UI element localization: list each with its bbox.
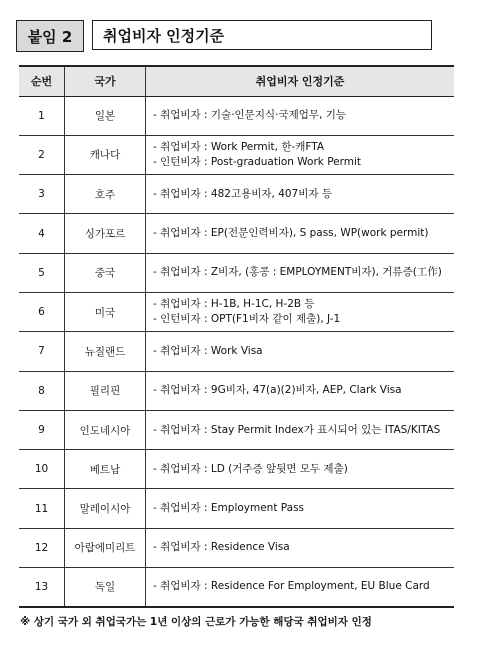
visa-criteria bbox=[146, 214, 455, 253]
row-number: 7 bbox=[19, 332, 65, 371]
table-row bbox=[19, 253, 454, 292]
column-header-number: 순번 bbox=[19, 66, 65, 96]
visa-criteria-line: - 취업비자 : Residence Visa bbox=[153, 541, 290, 554]
table-row bbox=[19, 135, 454, 174]
country-name: 중국 bbox=[65, 253, 146, 292]
country-name: 미국 bbox=[65, 292, 146, 331]
country-name: 말레이시아 bbox=[65, 489, 146, 528]
row-number: 12 bbox=[19, 528, 65, 567]
table-body bbox=[19, 96, 454, 607]
row-number: 5 bbox=[19, 253, 65, 292]
row-number: 8 bbox=[19, 371, 65, 410]
country-name: 뉴질랜드 bbox=[65, 332, 146, 371]
visa-criteria bbox=[146, 568, 455, 607]
visa-criteria-line: - 취업비자 : Employment Pass bbox=[153, 502, 305, 515]
table-row bbox=[19, 489, 454, 528]
table-row bbox=[19, 410, 454, 449]
country-name: 호주 bbox=[65, 175, 146, 214]
visa-criteria bbox=[146, 96, 455, 135]
country-name: 필리핀 bbox=[65, 371, 146, 410]
table-row bbox=[19, 214, 454, 253]
footnote: ※ 상기 국가 외 취업국가는 1년 이상의 근로가 가능한 해당국 취업비자 인정 bbox=[20, 616, 372, 628]
country-name: 캐나다 bbox=[65, 135, 146, 174]
visa-criteria-line: - 취업비자 : Work Visa bbox=[153, 344, 263, 357]
row-number: 1 bbox=[19, 96, 65, 135]
visa-criteria bbox=[146, 450, 455, 489]
visa-criteria-line: - 취업비자 : H-1B, H-1C, H-2B 등 bbox=[153, 298, 315, 311]
table-row bbox=[19, 175, 454, 214]
visa-criteria-line: - 취업비자 : 482고용비자, 407비자 등 bbox=[153, 187, 333, 200]
column-header-criteria: 취업비자 인정기준 bbox=[146, 66, 455, 96]
row-number: 6 bbox=[19, 292, 65, 331]
visa-criteria bbox=[146, 135, 455, 174]
table-row bbox=[19, 568, 454, 607]
row-number: 2 bbox=[19, 135, 65, 174]
row-number: 4 bbox=[19, 214, 65, 253]
row-number: 3 bbox=[19, 175, 65, 214]
row-number: 10 bbox=[19, 450, 65, 489]
table-header-row bbox=[19, 66, 454, 96]
table-row bbox=[19, 450, 454, 489]
visa-criteria-line: - 취업비자 : 기술·인문지식·국제업무, 기능 bbox=[153, 109, 346, 122]
visa-criteria bbox=[146, 253, 455, 292]
visa-criteria-line: - 취업비자 : LD (거주증 앞뒷면 모두 제출) bbox=[153, 462, 348, 475]
visa-criteria-line: - 취업비자 : Z비자, (홍콩 : EMPLOYMENT비자), 거류증(工作) bbox=[153, 266, 442, 279]
visa-criteria-line: - 취업비자 : Work Permit, 한-캐FTA bbox=[153, 140, 325, 153]
country-name: 싱가포르 bbox=[65, 214, 146, 253]
visa-criteria bbox=[146, 332, 455, 371]
visa-criteria-line: - 취업비자 : EP(전문인력비자), S pass, WP(work permit) bbox=[153, 227, 429, 240]
visa-criteria-line: - 취업비자 : Stay Permit Index가 표시되어 있는 ITAS/KITAS bbox=[153, 423, 441, 436]
country-name: 일본 bbox=[65, 96, 146, 135]
document-title: 취업비자 인정기준 bbox=[92, 20, 432, 50]
table-row bbox=[19, 332, 454, 371]
visa-criteria bbox=[146, 410, 455, 449]
visa-criteria bbox=[146, 371, 455, 410]
visa-criteria bbox=[146, 489, 455, 528]
country-name: 인도네시아 bbox=[65, 410, 146, 449]
country-name: 베트남 bbox=[65, 450, 146, 489]
visa-criteria-line: - 인턴비자 : Post-graduation Work Permit bbox=[153, 155, 362, 168]
attachment-badge: 붙임 2 bbox=[16, 20, 84, 52]
document-header bbox=[16, 20, 432, 52]
row-number: 11 bbox=[19, 489, 65, 528]
table-row bbox=[19, 96, 454, 135]
table-row bbox=[19, 371, 454, 410]
country-name: 독일 bbox=[65, 568, 146, 607]
table-row bbox=[19, 292, 454, 331]
visa-criteria-line: - 취업비자 : Residence For Employment, EU Blue Card bbox=[153, 580, 430, 593]
visa-criteria-line: - 취업비자 : 9G비자, 47(a)(2)비자, AEP, Clark Visa bbox=[153, 384, 402, 397]
visa-criteria-line: - 인턴비자 : OPT(F1비자 같이 제출), J-1 bbox=[153, 313, 341, 326]
row-number: 13 bbox=[19, 568, 65, 607]
visa-criteria bbox=[146, 175, 455, 214]
country-name: 아랍에미리트 bbox=[65, 528, 146, 567]
table-row bbox=[19, 528, 454, 567]
visa-criteria bbox=[146, 528, 455, 567]
row-number: 9 bbox=[19, 410, 65, 449]
column-header-country: 국가 bbox=[65, 66, 146, 96]
visa-criteria bbox=[146, 292, 455, 331]
visa-criteria-table bbox=[19, 65, 454, 608]
